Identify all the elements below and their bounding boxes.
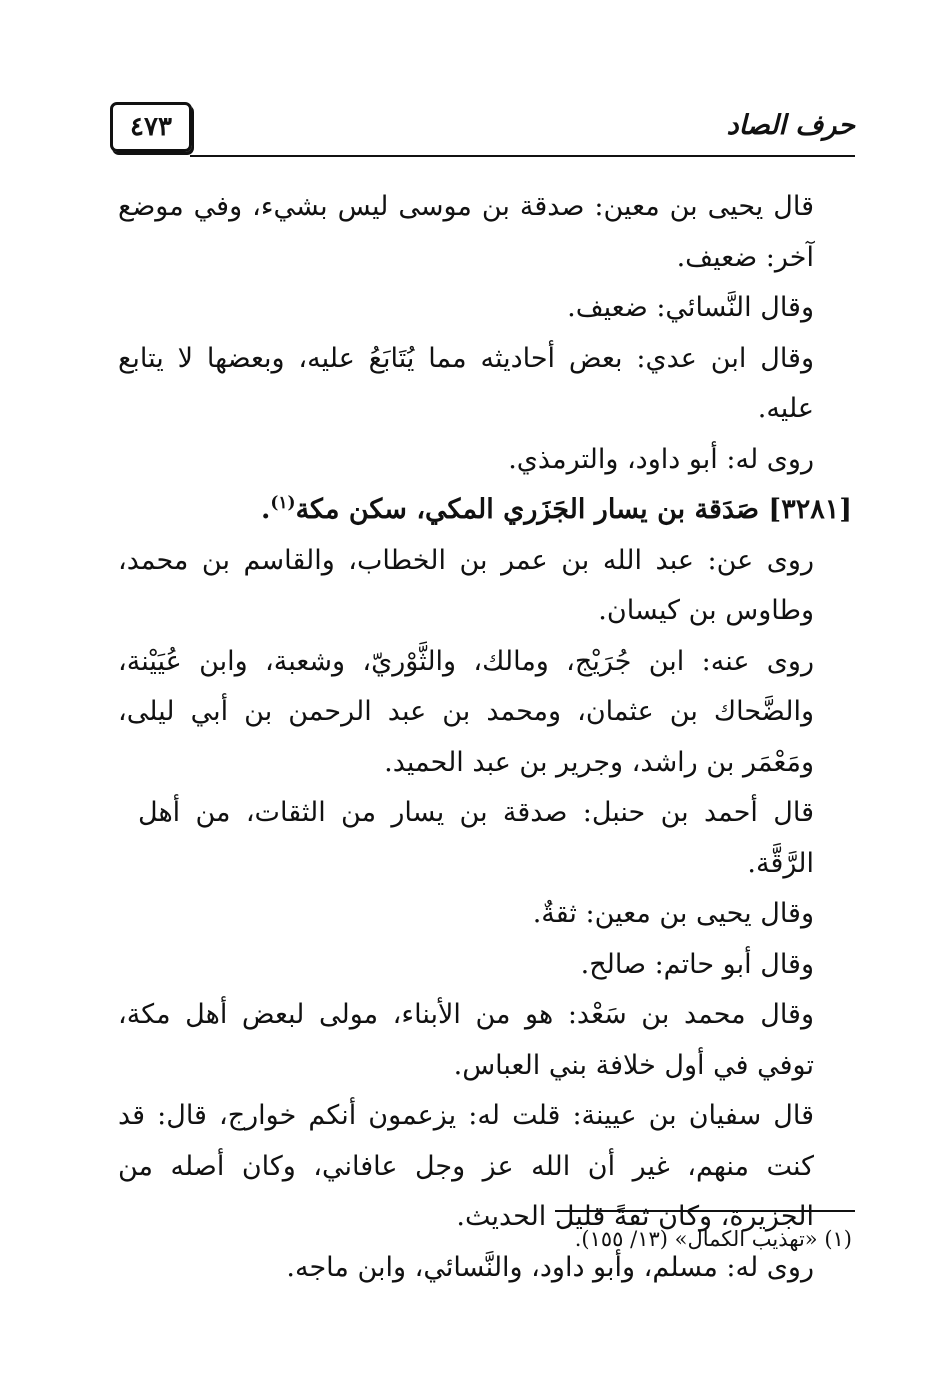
main-text (118, 182, 852, 1293)
entry-title: [٣٢٨١] صَدَقة بن يسار الجَزَري المكي، سكن مكة (295, 494, 852, 525)
chapter-title: حرف الصاد (726, 110, 855, 141)
entry-heading (118, 485, 852, 536)
paragraph: وقال النَّسائي: ضعيف. (567, 292, 814, 323)
paragraph: روى عنه: ابن جُرَيْج، ومالك، والثَّوْريّ، وشعبة، وابن عُيَيْنة، والضَّحاك بن عثمان، ومحمد بن عبد الرحمن بن أبي ليلى، ومَعْمَر بن راشد، وجرير بن عبد الحميد. (118, 645, 814, 778)
page-number-box (110, 102, 192, 152)
paragraph: وقال يحيى بن معين: ثقةٌ. (532, 898, 814, 929)
paragraph: وقال أبو حاتم: صالح. (580, 948, 814, 980)
page-header (110, 100, 855, 156)
paragraph: وقال ابن عدي: بعض أحاديثه مما يُتَابَعُ عليه، وبعضها لا يتابع عليه. (118, 342, 814, 424)
entry-title-end: . (260, 494, 271, 525)
paragraph: روى له: مسلم، وأبو داود، والنَّسائي، وابن ماجه. (286, 1251, 814, 1283)
paragraph: قال يحيى بن معين: صدقة بن موسى ليس بشيء، وفي موضع آخر: ضعيف. (118, 191, 814, 273)
header-rule (190, 155, 855, 157)
paragraph: قال سفيان بن عيينة: قلت له: يزعمون أنكم خوارج، قال: قد كنت منهم، غير أن الله عز وجل عافاني، وكان أصله من الجزيرة، وكان ثقةً قليل الحديث. (118, 1100, 814, 1232)
footnote-mark: (١) (270, 493, 296, 513)
paragraph: روى عن: عبد الله بن عمر بن الخطاب، والقاسم بن محمد، وطاوس بن كيسان. (118, 544, 814, 626)
footnote: (١) «تهذيب الكمال» (١٣/ ١٥٥). (574, 1227, 852, 1251)
footnote-rule (555, 1210, 855, 1212)
page-number: ٤٧٣ (130, 112, 172, 142)
paragraph: روى له: أبو داود، والترمذي. (508, 443, 814, 475)
paragraph: وقال محمد بن سَعْد: هو من الأبناء، مولى لبعض أهل مكة، توفي في أول خلافة بني العباس. (118, 999, 814, 1081)
paragraph: قال أحمد بن حنبل: صدقة بن يسار من الثقات، من أهل الرَّقَّة. (138, 797, 814, 879)
